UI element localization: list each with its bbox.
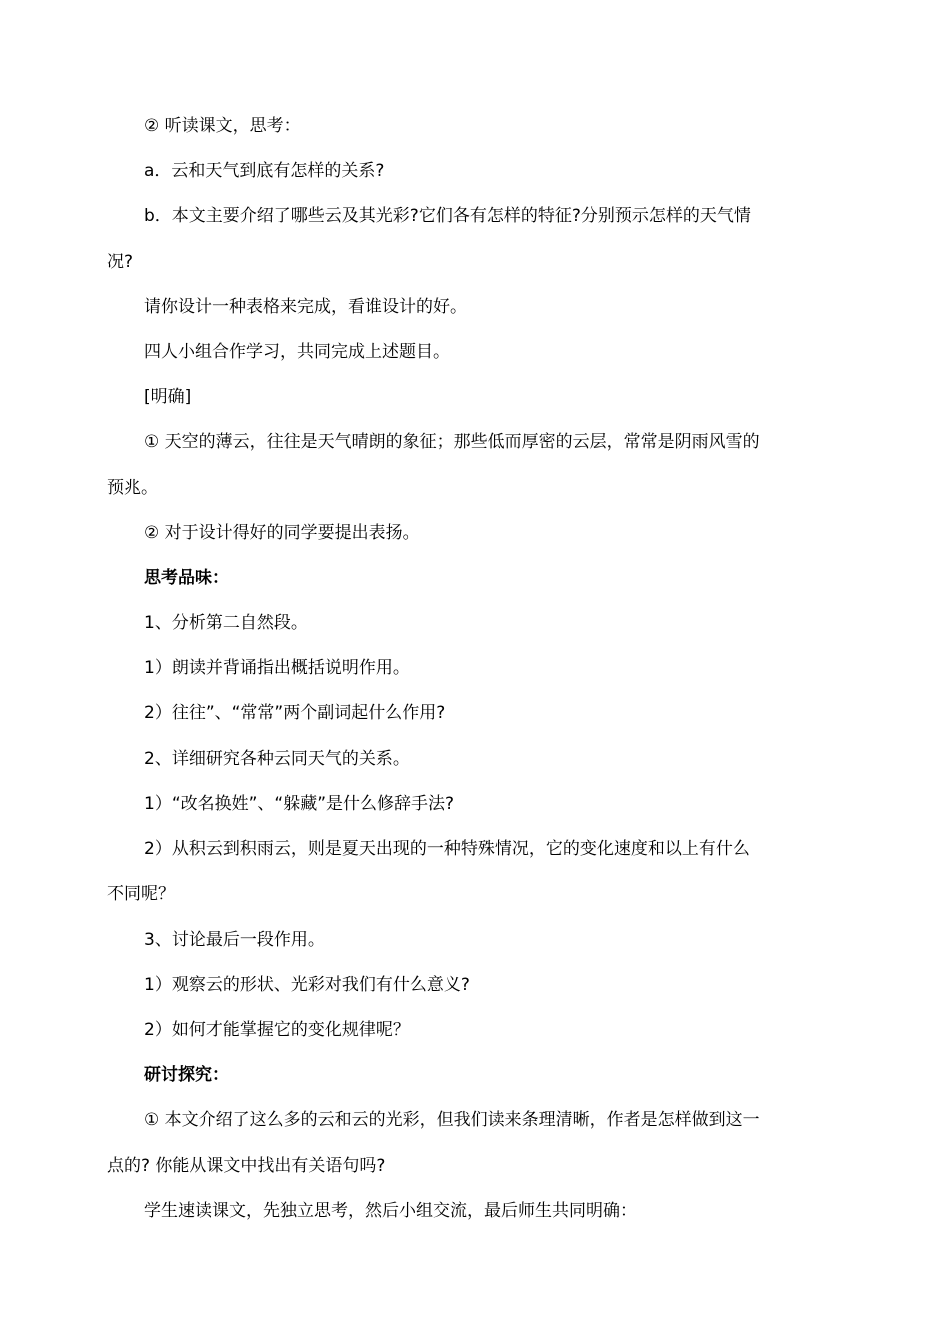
section-heading: 研讨探究： — [144, 1065, 229, 1085]
paragraph-line: [明确] — [144, 387, 192, 407]
paragraph-line: 点的? 你能从课文中找出有关语句吗? — [107, 1156, 386, 1176]
paragraph-line: 预兆。 — [107, 478, 158, 498]
paragraph-line: 1）朗读并背诵指出概括说明作用。 — [144, 658, 410, 678]
paragraph-line: b．本文主要介绍了哪些云及其光彩?它们各有怎样的特征?分别预示怎样的天气情 — [144, 206, 751, 226]
section-heading: 思考品味： — [144, 568, 229, 588]
paragraph-line: 学生速读课文，先独立思考，然后小组交流，最后师生共同明确： — [144, 1201, 637, 1221]
paragraph-line: ② 对于设计得好的同学要提出表扬。 — [144, 523, 420, 543]
paragraph-line: 2、详细研究各种云同天气的关系。 — [144, 749, 410, 769]
paragraph-line: 3、讨论最后一段作用。 — [144, 930, 325, 950]
paragraph-line: 2）如何才能掌握它的变化规律呢？ — [144, 1020, 410, 1040]
paragraph-line: 2）往往”、“常常”两个副词起什么作用? — [144, 703, 446, 723]
paragraph-line: 1、分析第二自然段。 — [144, 613, 308, 633]
paragraph-line: 请你设计一种表格来完成，看谁设计的好。 — [144, 297, 467, 317]
paragraph-line: ① 本文介绍了这么多的云和云的光彩，但我们读来条理清晰，作者是怎样做到这一 — [144, 1110, 760, 1130]
paragraph-line: ① 天空的薄云，往往是天气晴朗的象征；那些低而厚密的云层，常常是阴雨风雪的 — [144, 432, 760, 452]
paragraph-line: 2）从积云到积雨云，则是夏天出现的一种特殊情况，它的变化速度和以上有什么 — [144, 839, 750, 859]
paragraph-line: a．云和天气到底有怎样的关系? — [144, 161, 385, 181]
paragraph-line: 不同呢？ — [107, 884, 175, 904]
paragraph-line: 1）观察云的形状、光彩对我们有什么意义? — [144, 975, 470, 995]
paragraph-line: 四人小组合作学习，共同完成上述题目。 — [144, 342, 450, 362]
paragraph-line: 1）“改名换姓”、“躲藏”是什么修辞手法? — [144, 794, 455, 814]
paragraph-line: ② 听读课文，思考： — [144, 116, 301, 136]
paragraph-line: 况? — [107, 252, 134, 272]
